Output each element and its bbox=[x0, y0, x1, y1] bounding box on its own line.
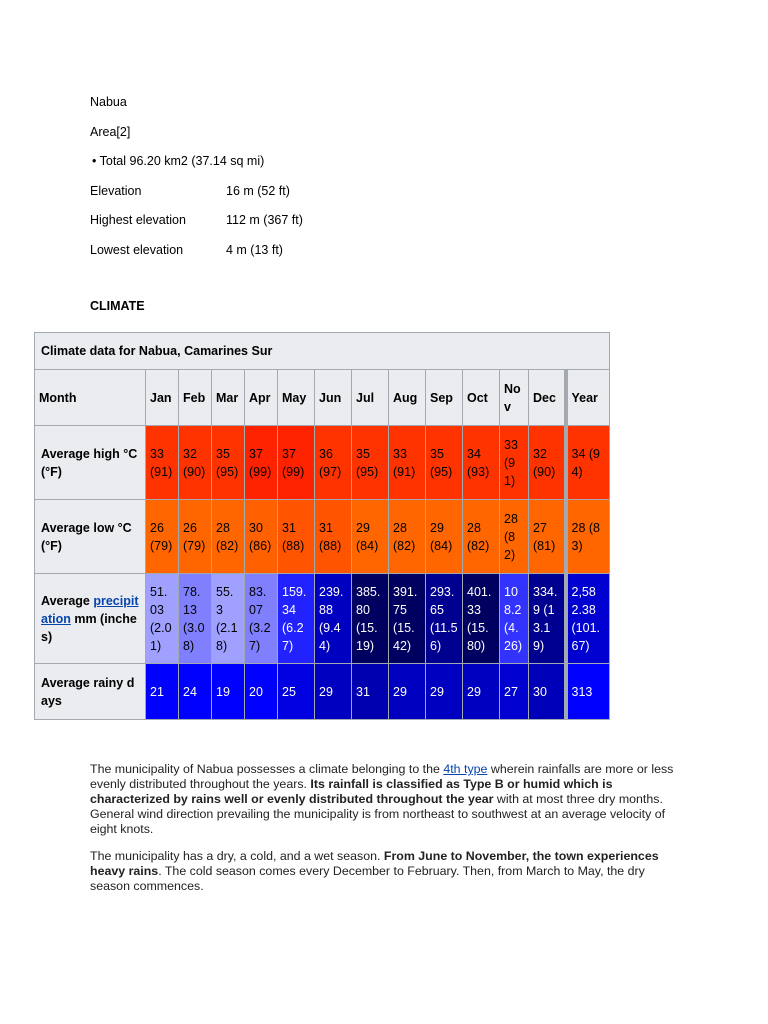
cell-may: 159.34 (6.27) bbox=[278, 574, 315, 664]
data-row bbox=[35, 500, 610, 574]
cell-may: 25 bbox=[278, 664, 315, 720]
row-label-text: Average bbox=[41, 593, 94, 608]
lowest-elevation-row bbox=[90, 243, 303, 273]
cell-feb: 78.13 (3.08) bbox=[179, 574, 212, 664]
cell-jan: 33 (91) bbox=[146, 426, 179, 500]
highest-elevation-value: 112 m (367 ft) bbox=[226, 213, 303, 227]
cell-year: 28 (83) bbox=[566, 500, 610, 574]
month-header-nov: Nov bbox=[500, 370, 529, 426]
cell-mar: 28 (82) bbox=[212, 500, 245, 574]
cell-nov: 27 bbox=[500, 664, 529, 720]
cell-aug: 29 bbox=[389, 664, 426, 720]
cell-jan: 21 bbox=[146, 664, 179, 720]
month-header-jul: Jul bbox=[352, 370, 389, 426]
cell-jan: 51.03 (2.01) bbox=[146, 574, 179, 664]
precipitation-link[interactable]: precipitation bbox=[41, 593, 139, 626]
area-label: Area[2] bbox=[90, 124, 131, 139]
row-label: Average low °C (°F) bbox=[35, 500, 146, 574]
caption-row bbox=[35, 333, 610, 370]
cell-dec: 30 bbox=[529, 664, 566, 720]
month-header-dec: Dec bbox=[529, 370, 566, 426]
lowest-elevation-label: Lowest elevation bbox=[90, 242, 184, 257]
cell-dec: 334.9 (13.19) bbox=[529, 574, 566, 664]
cell-aug: 391.75 (15.42) bbox=[389, 574, 426, 664]
paragraph-seasons bbox=[90, 849, 680, 894]
month-header-sep: Sep bbox=[426, 370, 463, 426]
cell-dec: 32 (90) bbox=[529, 426, 566, 500]
text: . The cold season comes every December to February. Then, from March to May, the dry season commences. bbox=[90, 864, 645, 893]
elevation-row bbox=[90, 184, 303, 214]
cell-oct: 29 bbox=[463, 664, 500, 720]
month-header-apr: Apr bbox=[245, 370, 278, 426]
cell-jul: 31 bbox=[352, 664, 389, 720]
month-header-mar: Mar bbox=[212, 370, 245, 426]
month-header-oct: Oct bbox=[463, 370, 500, 426]
cell-apr: 37 (99) bbox=[245, 426, 278, 500]
month-label: Month bbox=[35, 370, 146, 426]
cell-may: 37 (99) bbox=[278, 426, 315, 500]
bold-text: Its rainfall is classified as Type B or humid which is characterized by rains well or evenly distributed throughout the year bbox=[90, 777, 613, 806]
cell-jun: 239.88 (9.44) bbox=[315, 574, 352, 664]
month-header-feb: Feb bbox=[179, 370, 212, 426]
elevation-label: Elevation bbox=[90, 183, 142, 198]
cell-jul: 35 (95) bbox=[352, 426, 389, 500]
table-caption: Climate data for Nabua, Camarines Sur bbox=[35, 333, 610, 370]
infobox bbox=[90, 95, 303, 272]
cell-sep: 35 (95) bbox=[426, 426, 463, 500]
cell-nov: 108.2 (4.26) bbox=[500, 574, 529, 664]
cell-aug: 28 (82) bbox=[389, 500, 426, 574]
cell-jul: 29 (84) bbox=[352, 500, 389, 574]
month-header-year: Year bbox=[566, 370, 610, 426]
cell-mar: 55.3 (2.18) bbox=[212, 574, 245, 664]
cell-apr: 30 (86) bbox=[245, 500, 278, 574]
cell-jun: 29 bbox=[315, 664, 352, 720]
area-row bbox=[90, 125, 303, 155]
row-label: Average high °C (°F) bbox=[35, 426, 146, 500]
text: with at most three dry months. General wind direction prevailing the municipality is from northeast to southwest at an average velocity of eight knots. bbox=[90, 792, 666, 836]
cell-dec: 27 (81) bbox=[529, 500, 566, 574]
row-label bbox=[35, 574, 146, 664]
cell-feb: 32 (90) bbox=[179, 426, 212, 500]
cell-may: 31 (88) bbox=[278, 500, 315, 574]
cell-sep: 29 (84) bbox=[426, 500, 463, 574]
cell-feb: 26 (79) bbox=[179, 500, 212, 574]
month-header-jan: Jan bbox=[146, 370, 179, 426]
area-total-row bbox=[90, 154, 303, 184]
elevation-value: 16 m (52 ft) bbox=[226, 183, 290, 198]
cell-jan: 26 (79) bbox=[146, 500, 179, 574]
cell-jul: 385.80 (15.19) bbox=[352, 574, 389, 664]
month-header-may: May bbox=[278, 370, 315, 426]
cell-year: 34 (94) bbox=[566, 426, 610, 500]
cell-oct: 34 (93) bbox=[463, 426, 500, 500]
cell-jun: 31 (88) bbox=[315, 500, 352, 574]
area-total: • Total 96.20 km2 (37.14 sq mi) bbox=[92, 154, 265, 168]
highest-elevation-row bbox=[90, 213, 303, 243]
climate-description bbox=[90, 762, 680, 906]
cell-nov: 33 (91) bbox=[500, 426, 529, 500]
month-header-row bbox=[35, 370, 610, 426]
climate-table bbox=[34, 332, 610, 720]
cell-nov: 28 (82) bbox=[500, 500, 529, 574]
lowest-elevation-value: 4 m (13 ft) bbox=[226, 242, 283, 257]
cell-aug: 33 (91) bbox=[389, 426, 426, 500]
cell-oct: 28 (82) bbox=[463, 500, 500, 574]
data-row bbox=[35, 664, 610, 720]
place-name: Nabua bbox=[90, 95, 127, 109]
row-label-text: mm (inches) bbox=[41, 611, 137, 644]
climate-type-link[interactable]: 4th type bbox=[443, 762, 488, 776]
cell-apr: 83.07 (3.27) bbox=[245, 574, 278, 664]
cell-oct: 401.33 (15.80) bbox=[463, 574, 500, 664]
data-row bbox=[35, 574, 610, 664]
cell-jun: 36 (97) bbox=[315, 426, 352, 500]
cell-feb: 24 bbox=[179, 664, 212, 720]
cell-mar: 19 bbox=[212, 664, 245, 720]
cell-sep: 293.65 (11.56) bbox=[426, 574, 463, 664]
bold-text: From June to November, the town experiences heavy rains bbox=[90, 849, 659, 878]
cell-year: 2,582.38 (101.67) bbox=[566, 574, 610, 664]
month-header-aug: Aug bbox=[389, 370, 426, 426]
climate-heading: CLIMATE bbox=[90, 299, 145, 313]
paragraph-climate-type bbox=[90, 762, 680, 837]
cell-apr: 20 bbox=[245, 664, 278, 720]
cell-mar: 35 (95) bbox=[212, 426, 245, 500]
text: wherein rainfalls are more or less evenly distributed throughout the years. bbox=[90, 762, 674, 791]
text: The municipality has a dry, a cold, and a wet season. bbox=[90, 849, 384, 863]
row-label: Average rainy days bbox=[35, 664, 146, 720]
month-header-jun: Jun bbox=[315, 370, 352, 426]
highest-elevation-label: Highest elevation bbox=[90, 213, 186, 227]
text: The municipality of Nabua possesses a climate belonging to the bbox=[90, 762, 444, 776]
place-name-row bbox=[90, 95, 303, 125]
cell-sep: 29 bbox=[426, 664, 463, 720]
cell-year: 313 bbox=[566, 664, 610, 720]
data-row bbox=[35, 426, 610, 500]
